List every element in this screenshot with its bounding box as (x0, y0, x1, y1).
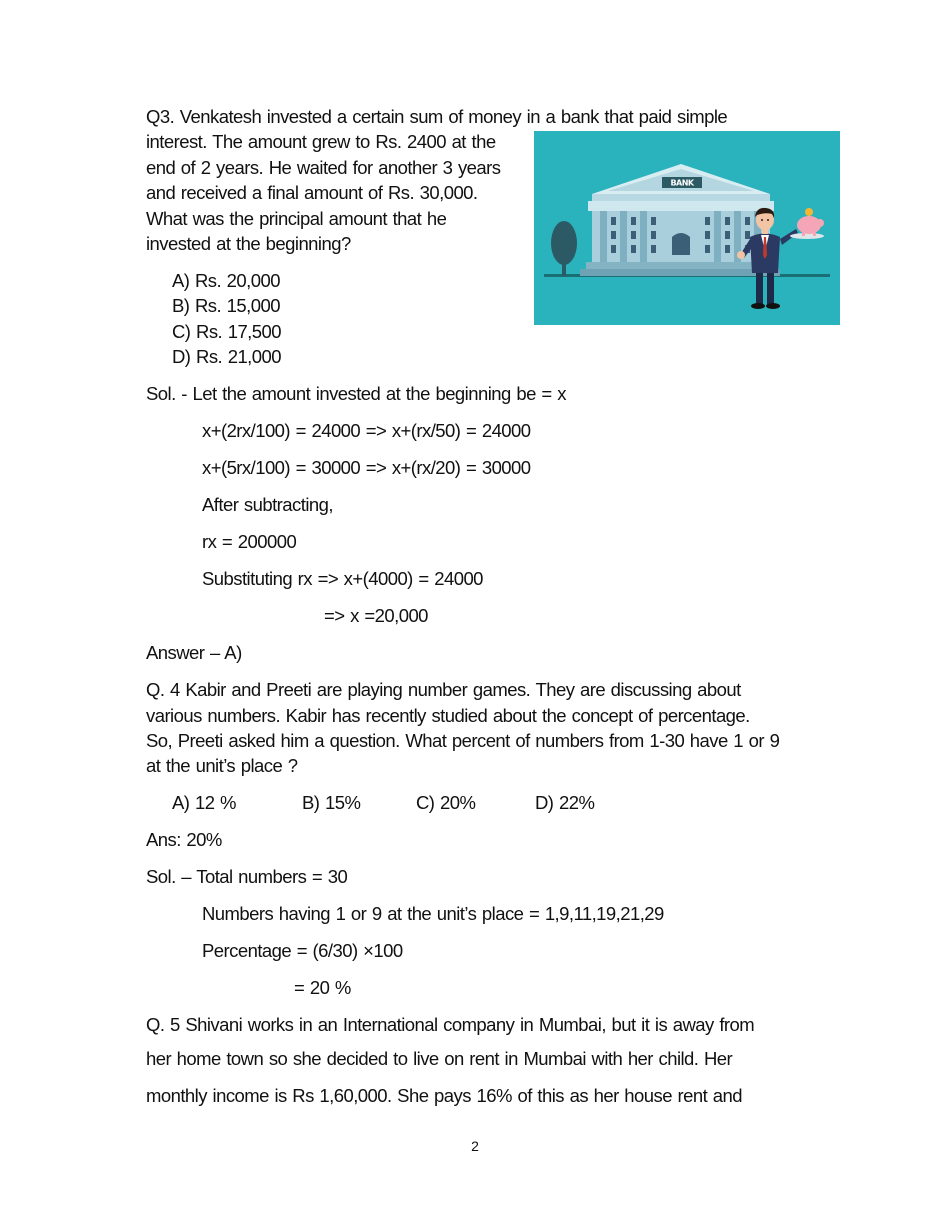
bank-illustration (534, 131, 840, 325)
q4-solution-intro: Sol. – Total numbers = 30 (146, 866, 348, 887)
q3-solution-step: x+(5rx/100) = 30000 => x+(rx/20) = 30000 (202, 457, 531, 478)
q3-option-c: C) Rs. 17,500 (172, 321, 281, 342)
q3-answer: Answer – A) (146, 642, 242, 663)
q3-solution-step: rx = 200000 (202, 531, 297, 552)
q4-question-line: various numbers. Kabir has recently studied about the concept of percentage. (146, 705, 750, 726)
q4-question-line: Q. 4 Kabir and Preeti are playing number games. They are discussing about (146, 679, 741, 700)
q3-question-line: Q3. Venkatesh invested a certain sum of money in a bank that paid simple (146, 106, 728, 127)
q3-question-line: interest. The amount grew to Rs. 2400 at the (146, 131, 496, 152)
q4-options-row (0, 794, 950, 818)
q4-answer: Ans: 20% (146, 829, 222, 850)
q5-question-line: monthly income is Rs 1,60,000. She pays 16% of this as her house rent and (146, 1085, 743, 1106)
q5-question-line: her home town so she decided to live on rent in Mumbai with her child. Her (146, 1048, 733, 1069)
q4-option-a: A) 12 % (172, 792, 236, 813)
q4-question-line: at the unit’s place ? (146, 755, 298, 776)
q3-solution-intro: Sol. - Let the amount invested at the beginning be = x (146, 383, 566, 404)
bank-sign-text: BANK (670, 178, 694, 188)
q4-option-c: C) 20% (416, 792, 476, 813)
q3-question-line: end of 2 years. He waited for another 3 years (146, 157, 501, 178)
q4-option-d: D) 22% (535, 792, 595, 813)
q3-option-d: D) Rs. 21,000 (172, 346, 281, 367)
q3-question-line: What was the principal amount that he (146, 208, 447, 229)
q3-option-b: B) Rs. 15,000 (172, 295, 280, 316)
page-number: 2 (471, 1138, 479, 1154)
q3-solution-step: Substituting rx => x+(4000) = 24000 (202, 568, 483, 589)
q4-option-b: B) 15% (302, 792, 361, 813)
q3-question-line: and received a final amount of Rs. 30,000. (146, 182, 478, 203)
q3-solution-result: => x =20,000 (324, 605, 428, 626)
q4-solution-step: Numbers having 1 or 9 at the unit’s place = 1,9,11,19,21,29 (202, 903, 664, 924)
q4-solution-result: = 20 % (294, 977, 351, 998)
q3-option-a: A) Rs. 20,000 (172, 270, 280, 291)
q4-question-line: So, Preeti asked him a question. What percent of numbers from 1-30 have 1 or 9 (146, 730, 780, 751)
q3-question-line: invested at the beginning? (146, 233, 351, 254)
q3-solution-step: After subtracting, (202, 494, 333, 515)
q4-solution-step: Percentage = (6/30) ×100 (202, 940, 403, 961)
q5-question-line: Q. 5 Shivani works in an International company in Mumbai, but it is away from (146, 1014, 755, 1035)
q3-solution-step: x+(2rx/100) = 24000 => x+(rx/50) = 24000 (202, 420, 531, 441)
